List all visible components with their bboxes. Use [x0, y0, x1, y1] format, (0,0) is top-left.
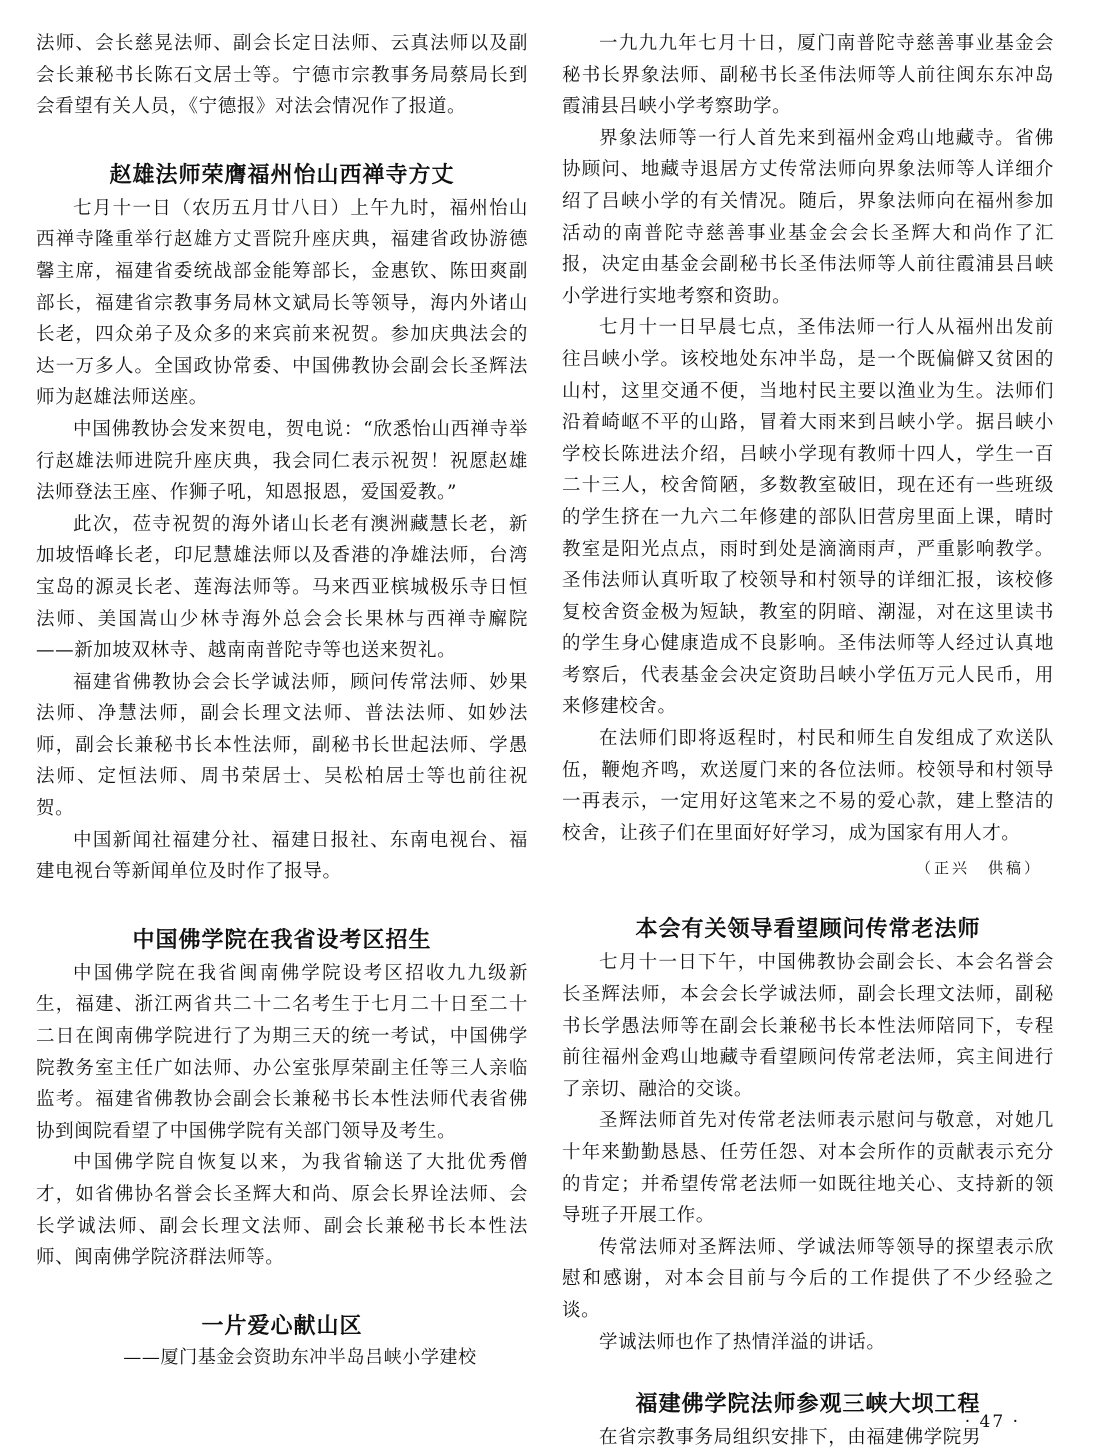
article-paragraph: 中国佛教协会发来贺电，贺电说：“欣悉怡山西禅寺举行赵雄法师进院升座庆典，我会同仁表示祝贺！祝愿赵雄法师登法王座、作狮子吼，知恩报恩，爱国爱教。”: [36, 418, 528, 504]
page-number: · 47 ·: [964, 1412, 1020, 1432]
left-column: [36, 28, 528, 1372]
spacer: [36, 123, 528, 159]
article-paragraph: 一九九九年七月十日，厦门南普陀寺慈善事业基金会秘书长界象法师、副秘书长圣伟法师等人前往闽东东冲岛霞浦县吕峡小学考察助学。: [562, 33, 1054, 118]
article-paragraph: 此次，莅寺祝贺的海外诸山长老有澳洲藏慧长老，新加坡悟峰长老，印尼慧雄法师以及香港的净雄法师，台湾宝岛的源灵长老、莲海法师等。马来西亚槟城极乐寺日恒法师、美国嵩山少林寺海外总会会长果林与西禅寺廨院——新加坡双林寺、越南南普陀寺等也送来贺礼。: [36, 513, 528, 662]
article-paragraph: 福建省佛教协会会长学诚法师，顾问传常法师、妙果法师、净慧法师，副会长理文法师、普法法师、如妙法师，副会长兼秘书长本性法师，副秘书长世起法师、学愚法师、定恒法师、周书荣居士、吴松柏居士等也前往祝贺。: [36, 671, 528, 820]
article-title-zhaoxiong: 赵雄法师荣膺福州怡山西禅寺方丈: [109, 162, 455, 188]
article-paragraph: 七月十一日下午，中国佛教协会副会长、本会名誉会长圣辉法师，本会会长学诚法师，副会长理文法师，副秘书长学愚法师等在副会长兼秘书长本性法师陪同下，专程前往福州金鸡山地藏寺看望顾问传常老法师，宾主间进行了亲切、融洽的交谈。: [562, 952, 1054, 1100]
article-paragraph: 学诚法师也作了热情洋溢的讲话。: [599, 1331, 886, 1353]
article-paragraph: 界象法师等一行人首先来到福州金鸡山地藏寺。省佛协顾问、地藏寺退居方丈传常法师向界象法师等人详细介绍了吕峡小学的有关情况。随后，界象法师向在福州参加活动的南普陀寺慈善事业基金会会长圣辉大和尚作了汇报，决定由基金会副秘书长圣伟法师等人前往霞浦县吕峡小学进行实地考察和资助。: [562, 127, 1054, 307]
article-paragraph: 传常法师对圣辉法师、学诚法师等领导的探望表示欣慰和感谢，对本会目前与今后的工作提供了不少经验之谈。: [562, 1236, 1054, 1321]
carryover-paragraph: 法师、会长慈晃法师、副会长定日法师、云真法师以及副会长兼秘书长陈石文居士等。宁德市宗教事务局蔡局长到会看望有关人员，《宁德报》对法会情况作了报道。: [36, 33, 528, 118]
article-title-three-gorges: 福建佛学院法师参观三峡大坝工程: [635, 1392, 981, 1418]
spacer: [562, 883, 1054, 913]
right-column: [562, 28, 1054, 1454]
spacer: [562, 1358, 1054, 1388]
article-paragraph: 在法师们即将返程时，村民和师生自发组成了欢送队伍，鞭炮齐鸣，欢送厦门来的各位法师。校领导和村领导一再表示，一定用好这笔来之不易的爱心款，建上整洁的校舍，让孩子们在里面好好学习，成为国家有用人才。: [562, 728, 1054, 844]
article-title-visit-elder: 本会有关领导看望顾问传常老法师: [635, 917, 981, 943]
article-paragraph: 中国佛学院在我省闽南佛学院设考区招收九九级新生，福建、浙江两省共二十二名考生于七月二十日至二十二日在闽南佛学院进行了为期三天的统一考试，中国佛学院教务室主任广如法师、办公室张厚荣副主任等三人亲临监考。福建省佛教协会副会长兼秘书长本性法师代表省佛协到闽院看望了中国佛学院有关部门领导及考生。: [36, 962, 528, 1142]
article-title-buddhist-college: 中国佛学院在我省设考区招生: [132, 927, 432, 953]
article-paragraph: 七月十一日早晨七点，圣伟法师一行人从福州出发前往吕峡小学。该校地处东冲半岛，是一个既偏僻又贫困的山村，这里交通不便，当地村民主要以渔业为生。法师们沿着崎岖不平的山路，冒着大雨来到吕峡小学。据吕峡小学校长陈进法介绍，吕峡小学现有教师十四人，学生一百二十三人，校舍简陋，多数教室破旧，现在还有一些班级的学生挤在一九六二年修建的部队旧营房里面上课，晴时教室是阳光点点，雨时到处是滴滴雨声，严重影响教学。圣伟法师认真听取了校领导和村领导的详细汇报，该校修复校舍资金极为短缺，教室的阴暗、潮湿，对在这里读书的学生身心健康造成不良影响。圣伟法师等人经过认真地考察后，代表基金会决定资助吕峡小学伍万元人民币，用来修建校舍。: [562, 317, 1054, 718]
spacer: [36, 1274, 528, 1310]
article-paragraph: 在省宗教事务局组织安排下，由福建佛学院男: [599, 1427, 982, 1449]
article-paragraph: 中国佛学院自恢复以来，为我省输送了大批优秀僧才，如省佛协名誉会长圣辉大和尚、原会长界诠法师、会长学诚法师、副会长理文法师、副会长兼秘书长本性法师、闽南佛学院济群法师等。: [36, 1152, 528, 1269]
article-paragraph: 中国新闻社福建分社、福建日报社、东南电视台、福建电视台等新闻单位及时作了报导。: [36, 829, 528, 883]
article-title-love-mountain: 一片爱心献山区: [201, 1313, 363, 1339]
article-credit: （正兴 供稿）: [915, 859, 1042, 878]
spacer: [36, 888, 528, 924]
article-subtitle: ——厦门基金会资助东冲半岛吕峡小学建校: [123, 1346, 477, 1368]
article-paragraph: 七月十一日（农历五月廿八日）上午九时，福州怡山西禅寺隆重举行赵雄方丈晋院升座庆典，福建省政协游德馨主席，福建省委统战部金能筹部长，金惠钦、陈田爽副部长，福建省宗教事务局林文斌局长等领导，海内外诸山长老，四众弟子及众多的来宾前来祝贺。参加庆典法会的达一万多人。全国政协常委、中国佛教协会副会长圣辉法师为赵雄法师送座。: [36, 197, 528, 409]
article-paragraph: 圣辉法师首先对传常老法师表示慰问与敬意，对她几十年来勤勤恳恳、任劳任怨、对本会所作的贡献表示充分的肯定；并希望传常老法师一如既往地关心、支持新的领导班子开展工作。: [562, 1110, 1054, 1227]
